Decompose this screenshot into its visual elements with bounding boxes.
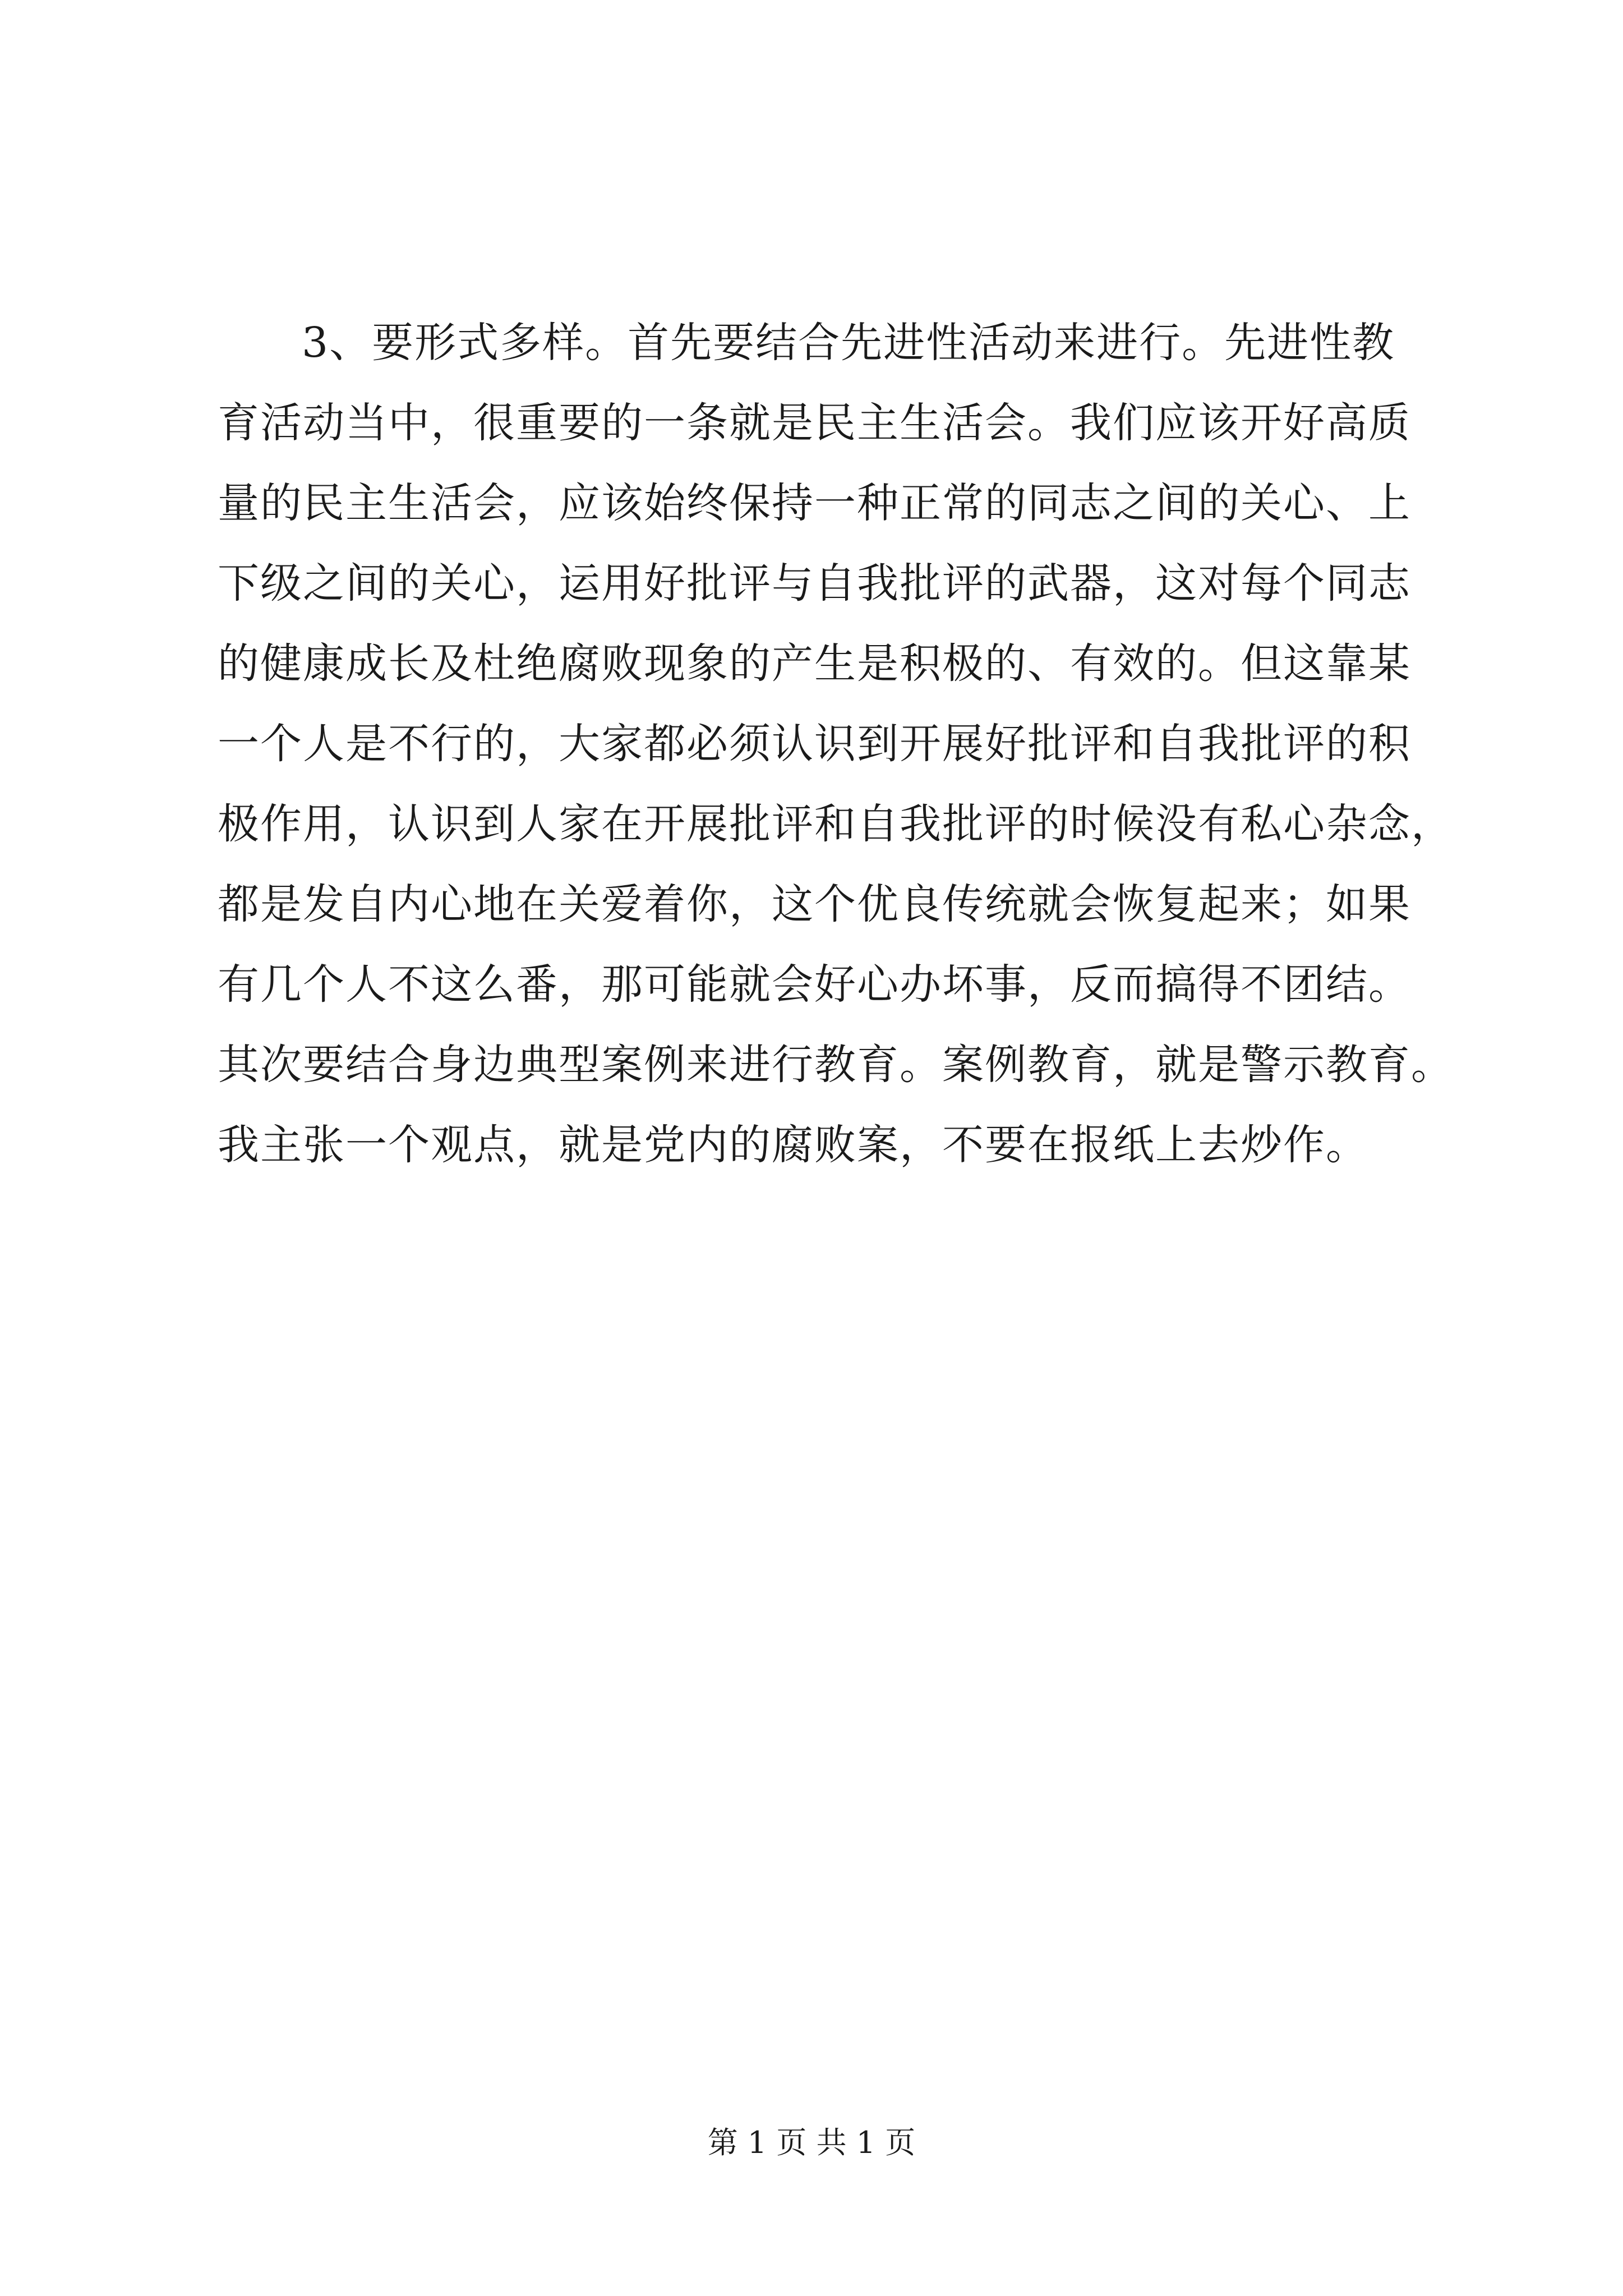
paragraph-line: 量的民主生活会，应该始终保持一种正常的同志之间的关心、上 <box>218 479 1411 527</box>
paragraph-line: 3、要形式多样。首先要结合先进性活动来进行。先进性教 <box>302 319 1395 367</box>
paragraph-line: 其次要结合身边典型案例来进行教育。案例教育，就是警示教育。 <box>218 1041 1454 1089</box>
paragraph-line: 育活动当中，很重要的一条就是民主生活会。我们应该开好高质 <box>218 399 1411 447</box>
paragraph-line: 有几个人不这么番，那可能就会好心办坏事，反而搞得不团结。 <box>218 960 1411 1009</box>
paragraph-line: 我主张一个观点，就是党内的腐败案，不要在报纸上去炒作。 <box>218 1121 1368 1169</box>
paragraph-line: 下级之间的关心，运用好批评与自我批评的武器，这对每个同志 <box>218 559 1411 608</box>
paragraph-line: 的健康成长及杜绝腐败现象的产生是积极的、有效的。但这靠某 <box>218 639 1411 688</box>
paragraph-line: 都是发自内心地在关爱着你，这个优良传统就会恢复起来；如果 <box>218 880 1411 928</box>
page-number-footer: 第 1 页 共 1 页 <box>707 2125 916 2160</box>
paragraph-line: 一个人是不行的，大家都必须认识到开展好批评和自我批评的积 <box>218 720 1411 768</box>
paragraph-line: 极作用，认识到人家在开展批评和自我批评的时候没有私心杂念， <box>218 800 1454 848</box>
document-paragraph <box>218 303 1454 1185</box>
